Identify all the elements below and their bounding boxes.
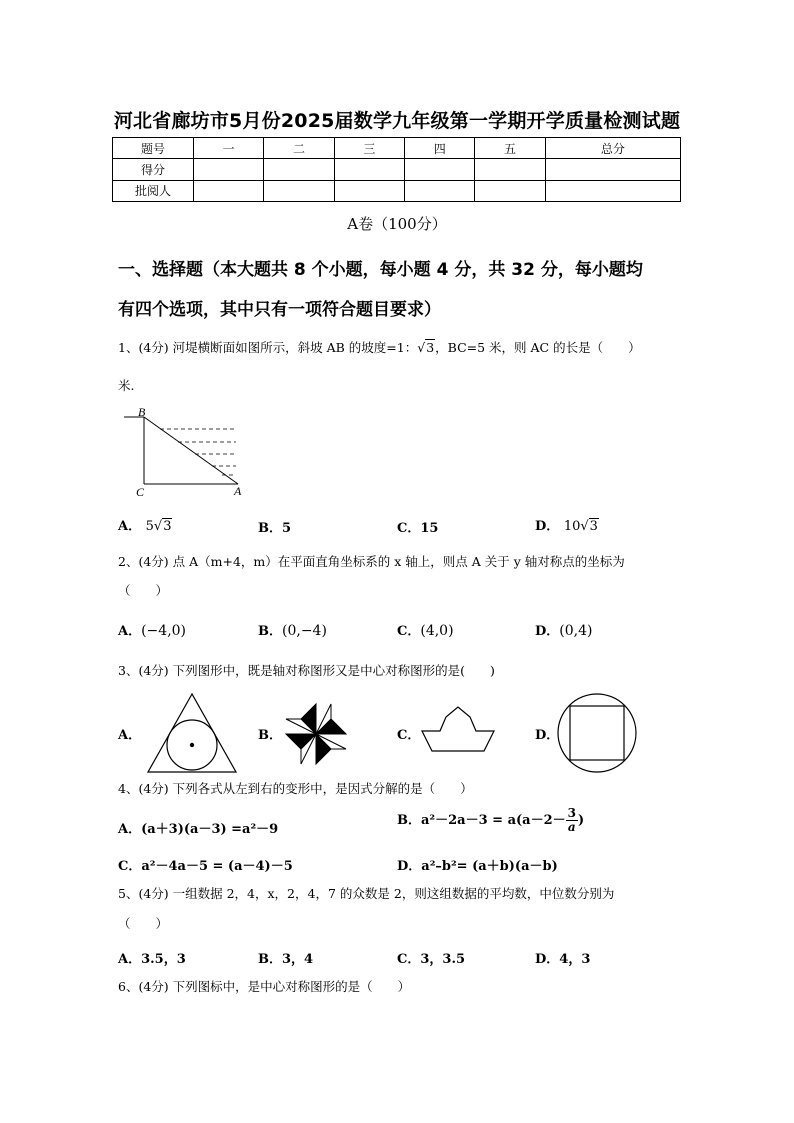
sqrt-expression: √3 <box>153 519 172 534</box>
triangle-incircle-figure <box>146 692 238 774</box>
q5-stem: 5、(4分) 一组数据 2，4，x，2，4，7 的众数是 2，则这组数据的平均数，中位数分别为 <box>118 886 615 901</box>
table-cell <box>545 180 680 201</box>
q2-option-a[interactable] <box>118 620 186 639</box>
q3-stem: 3、(4分) 下列图形中，既是轴对称图形又是中心对称图形的是( ) <box>118 663 495 678</box>
radicand: 3 <box>163 519 172 534</box>
option-value: 3，4 <box>282 952 314 967</box>
table-cell <box>264 159 334 180</box>
q4-option-a[interactable] <box>118 818 278 837</box>
q2-option-d[interactable] <box>535 620 592 639</box>
option-value: (a＋3)(a－3) =a²－9 <box>141 822 279 837</box>
option-label: B． <box>258 952 282 967</box>
option-value: 15 <box>420 521 439 536</box>
pinwheel-figure <box>285 703 347 765</box>
denominator: a <box>567 820 576 834</box>
q2-stem-tail: （ ） <box>118 583 169 598</box>
crown-figure <box>418 705 498 755</box>
option-value: 3，3.5 <box>420 952 466 967</box>
center-dot <box>190 743 194 747</box>
q4-option-d[interactable] <box>397 855 558 874</box>
q1-option-a[interactable] <box>118 515 172 534</box>
option-label: B． <box>258 521 282 536</box>
option-value: a²–b²= (a＋b)(a－b) <box>421 859 558 874</box>
section-heading-line2: 有四个选项，其中只有一项符合题目要求） <box>118 300 441 320</box>
table-row <box>113 159 681 180</box>
option-label: C． <box>397 952 421 967</box>
option-label: D． <box>535 728 560 743</box>
pinwheel-blades <box>286 704 346 764</box>
option-value <box>564 519 599 534</box>
option-label: B． <box>258 624 282 639</box>
q3-option-a[interactable] <box>118 724 141 743</box>
option-value: a²－2a－3 = a(a－2－ <box>421 813 566 828</box>
table-row-label: 批阅人 <box>113 180 194 201</box>
q5-option-c[interactable] <box>397 948 465 967</box>
option-label: C． <box>397 728 421 743</box>
table-cell <box>194 180 264 201</box>
q2-stem: 2、(4分) 点 A（m+4，m）在平面直角坐标系的 x 轴上，则点 A 关于 y 轴对称点的坐标为 <box>118 554 625 569</box>
table-header-cell: 题号 <box>113 138 194 159</box>
q5-option-b[interactable] <box>258 948 313 967</box>
option-value: (0,−4) <box>282 623 327 639</box>
q4-stem: 4、(4分) 下列各式从左到右的变形中，是因式分解的是（ ） <box>118 781 473 796</box>
option-label: C． <box>118 859 142 874</box>
table-header-cell: 四 <box>405 138 475 159</box>
section-heading-line1: 一、选择题（本大题共 8 个小题，每小题 4 分，共 32 分，每小题均 <box>118 260 643 280</box>
table-cell <box>475 180 545 201</box>
option-label: A． <box>118 728 142 743</box>
table-cell <box>334 180 404 201</box>
option-value: (−4,0) <box>141 623 187 639</box>
table-cell <box>334 159 404 180</box>
radicand: 3 <box>589 519 598 534</box>
option-value <box>146 519 173 534</box>
crown-shape <box>422 707 494 751</box>
q5-option-d[interactable] <box>535 948 590 967</box>
circle-square-figure <box>556 692 638 774</box>
q5-option-a[interactable] <box>118 948 186 967</box>
numerator: 3 <box>567 806 576 820</box>
page-title: 河北省廊坊市5月份2025届数学九年级第一学期开学质量检测试题 <box>113 110 681 132</box>
q4-option-b[interactable] <box>397 807 584 834</box>
sqrt-expression: √3 <box>580 519 598 534</box>
q1-stem <box>118 338 688 358</box>
option-label: B． <box>397 813 421 828</box>
q1-slope-figure <box>118 404 258 500</box>
option-value: 3.5，3 <box>141 952 186 967</box>
table-cell <box>545 159 680 180</box>
q1-option-c[interactable] <box>397 517 438 536</box>
option-value: (4,0) <box>420 623 454 639</box>
table-cell <box>405 159 475 180</box>
option-label: D． <box>535 952 560 967</box>
table-header-cell: 五 <box>475 138 545 159</box>
q4-option-c[interactable] <box>118 855 293 874</box>
option-value: a²－4a－5 = (a－4)－5 <box>141 859 293 874</box>
option-label: A． <box>118 952 142 967</box>
q1-option-d[interactable] <box>535 515 599 534</box>
fraction <box>566 807 578 834</box>
table-row <box>113 138 681 159</box>
volume-heading: A卷（100分） <box>347 215 447 233</box>
table-header-cell: 三 <box>334 138 404 159</box>
q1-stem-tail: 米. <box>118 378 135 393</box>
table-cell <box>264 180 334 201</box>
figure-line <box>144 417 238 484</box>
table-header-cell: 总分 <box>545 138 680 159</box>
table-row <box>113 180 681 201</box>
coef: 5 <box>145 519 154 534</box>
q2-option-c[interactable] <box>397 620 454 639</box>
q2-option-b[interactable] <box>258 620 327 639</box>
coef: 10 <box>563 519 581 534</box>
q6-stem: 6、(4分) 下列图标中，是中心对称图形的是（ ） <box>118 979 411 994</box>
table-header-cell: 一 <box>194 138 264 159</box>
q3-option-b[interactable] <box>258 724 282 743</box>
option-label: C． <box>397 624 421 639</box>
option-label: D． <box>397 859 422 874</box>
label-c: C <box>136 485 145 499</box>
q3-option-c[interactable] <box>397 724 420 743</box>
score-table <box>112 137 681 202</box>
option-label: A． <box>118 822 142 837</box>
option-label: D． <box>535 519 560 534</box>
option-label: A． <box>118 519 142 534</box>
option-label: A． <box>118 624 142 639</box>
triangle-shape <box>148 694 236 772</box>
option-value: 5 <box>282 521 292 536</box>
table-header-cell: 二 <box>264 138 334 159</box>
q5-stem-tail: （ ） <box>118 916 169 931</box>
table-cell <box>475 159 545 180</box>
q1-option-b[interactable] <box>258 517 291 536</box>
sqrt-expression: √3 <box>417 340 435 355</box>
table-cell <box>405 180 475 201</box>
label-b: B <box>138 405 146 419</box>
q1-stem-text-2: ，BC=5 米，则 AC 的长是（ ） <box>435 340 641 355</box>
label-a: A <box>234 484 242 498</box>
option-label: C． <box>397 521 421 536</box>
option-label: B． <box>258 728 282 743</box>
close-paren: ) <box>577 813 585 828</box>
table-row-label: 得分 <box>113 159 194 180</box>
q1-stem-text: 1、(4分) 河堤横断面如图所示，斜坡 AB 的坡度=1： <box>118 340 418 355</box>
inscribed-square <box>570 706 624 760</box>
option-label: D． <box>535 624 560 639</box>
radicand: 3 <box>426 340 435 355</box>
option-value: 4，3 <box>559 952 591 967</box>
option-value: (0,4) <box>559 623 593 639</box>
table-cell <box>194 159 264 180</box>
